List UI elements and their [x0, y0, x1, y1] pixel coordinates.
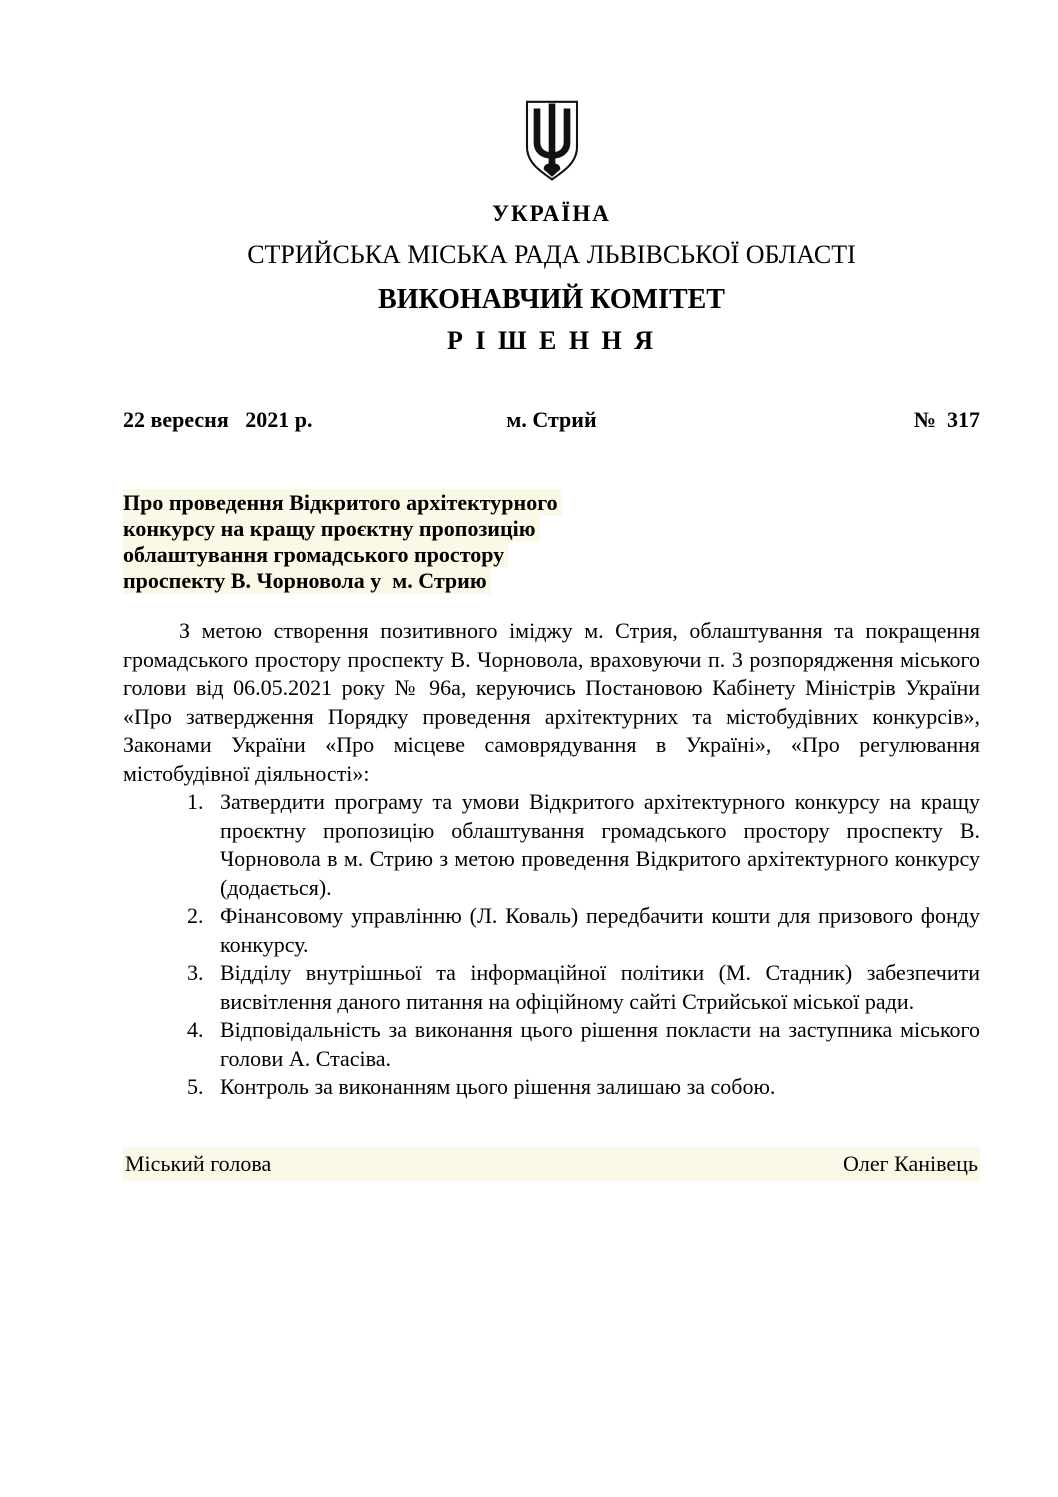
- committee-name: ВИКОНАВЧИЙ КОМІТЕТ: [378, 284, 725, 315]
- subject-line-4: [123, 568, 980, 594]
- list-item-text: Контроль за виконанням цього рішення залишаю за собою.: [220, 1074, 776, 1099]
- subject-line-2: [123, 516, 980, 542]
- list-item-number: 4.: [187, 1017, 204, 1042]
- subject-line-text: Про проведення Відкритого архітектурного: [123, 489, 562, 516]
- list-item-number: 2.: [187, 903, 204, 928]
- council-name: СТРИЙСЬКА МІСЬКА РАДА ЛЬВІВСЬКОЇ ОБЛАСТІ: [247, 240, 856, 269]
- document-date: 22 вересня 2021 р.: [123, 407, 313, 432]
- list-item-text: Відділу внутрішньої та інформаційної політики (М. Стадник) забезпечити висвітлення даного питання на офіційному сайті Стрийської міської ради.: [220, 960, 980, 1014]
- document-place: м. Стрий: [506, 407, 597, 432]
- emblem-container: [123, 98, 980, 189]
- document-type-title: Р І Ш Е Н Н Я: [446, 326, 657, 355]
- list-item-text: Відповідальність за виконання цього рішення покласти на заступника міського голови А. Стасіва.: [220, 1017, 980, 1071]
- date-line: [123, 406, 980, 433]
- signature-title: Міський голова: [125, 1150, 272, 1176]
- country-name: УКРАЇНА: [492, 201, 611, 226]
- document-number: № 317: [913, 407, 980, 432]
- list-item-number: 1.: [187, 789, 204, 814]
- list-item: [123, 788, 980, 902]
- subject-line-3: [123, 542, 980, 568]
- list-item-text: Фінансовому управлінню (Л. Коваль) передбачити кошти для призового фонду конкурсу.: [220, 903, 980, 957]
- list-item: [123, 1016, 980, 1073]
- signature-row: [123, 1147, 980, 1181]
- list-item-text: Затвердити програму та умови Відкритого архітектурного конкурсу на кращу проєктну пропозицію облаштування громадського простору проспекту В. Чорновола в м. Стрию з метою проведення Відкритого архітектурного конкурсу (додається).: [220, 789, 980, 900]
- list-item: [123, 959, 980, 1016]
- list-item: [123, 1073, 980, 1102]
- decision-items-list: [123, 788, 980, 1102]
- subject-line-1: [123, 490, 980, 516]
- list-item-number: 3.: [187, 960, 204, 985]
- subject-line-text: проспекту В. Чорновола у м. Стрию: [123, 567, 491, 594]
- subject-line-text: облаштування громадського простору: [123, 541, 508, 568]
- signature-name: Олег Канівець: [842, 1150, 978, 1176]
- ukraine-coat-of-arms-icon: [522, 98, 582, 184]
- intro-paragraph: З метою створення позитивного іміджу м. Стрия, облаштування та покращення громадського простору проспекту В. Чорновола, враховуючи п. 3 розпорядження міського голови від 06.05.2021 року № 96а, керуючись Постановою Кабінету Міністрів України «Про затвердження Порядку проведення архітектурних та містобудівних конкурсів», Законами України «Про місцеве самоврядування в Україні», «Про регулювання містобудівної діяльності»:: [123, 618, 980, 786]
- list-item: [123, 902, 980, 959]
- subject-line-text: конкурсу на кращу проєктну пропозицію: [123, 515, 540, 542]
- list-item-number: 5.: [187, 1074, 204, 1099]
- subject-block: [123, 490, 980, 594]
